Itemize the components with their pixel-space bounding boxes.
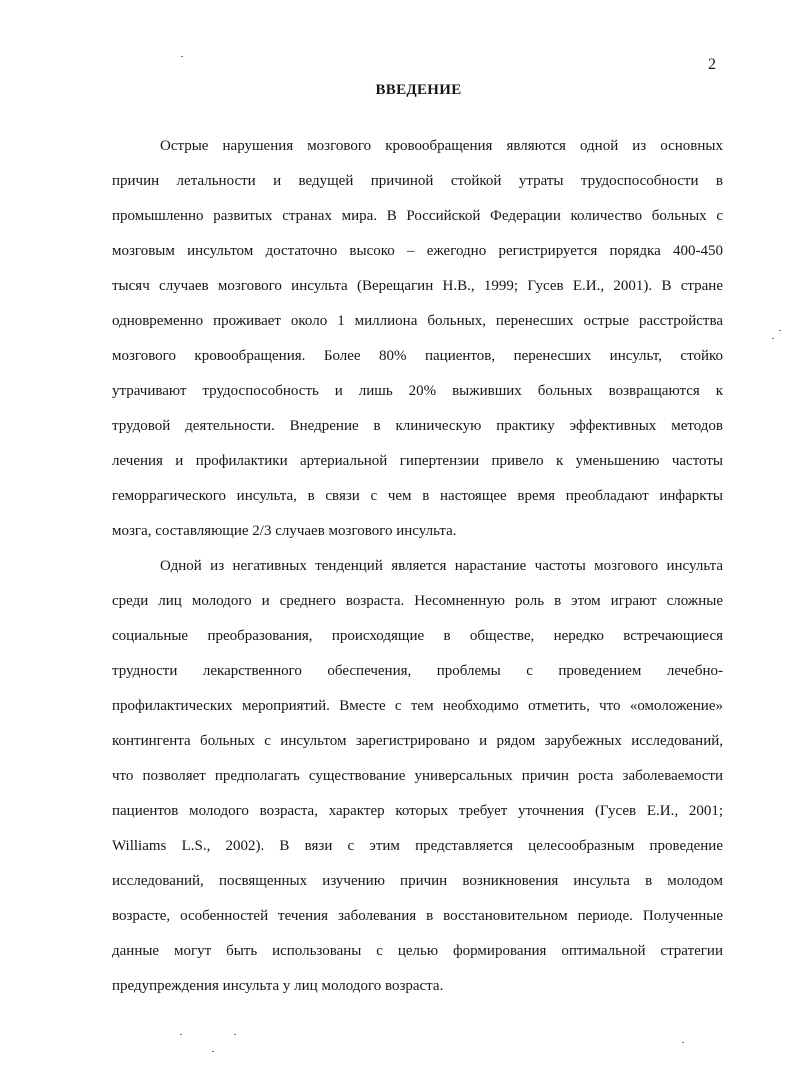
text-line: мозгового кровообращения. Более 80% пациентов, перенесших инсульт, стойко <box>112 348 723 364</box>
text-line: мозговым инсультом достаточно высоко – ежегодно регистрируется порядка 400-450 <box>112 243 723 259</box>
text-line: исследований, посвященных изучению причин возникновения инсульта в молодом <box>112 873 723 889</box>
scan-speck <box>772 338 774 339</box>
text-line: профилактических мероприятий. Вместе с тем необходимо отметить, что «омоложение» <box>112 698 723 714</box>
text-line: данные могут быть использованы с целью формирования оптимальной стратегии <box>112 943 723 959</box>
text-line: лечения и профилактики артериальной гипертензии привело к уменьшению частоты <box>112 453 723 469</box>
text-line: что позволяет предполагать существование универсальных причин роста заболеваемости <box>112 768 723 784</box>
text-line: среди лиц молодого и среднего возраста. Несомненную роль в этом играют сложные <box>112 593 723 609</box>
scan-speck <box>234 1034 236 1035</box>
page-title: ВВЕДЕНИЕ <box>375 82 462 98</box>
text-line: Острые нарушения мозгового кровообращения являются одной из основных <box>160 138 723 154</box>
text-line: Одной из негативных тенденций является нарастание частоты мозгового инсульта <box>160 558 723 574</box>
scan-speck <box>181 56 183 57</box>
text-line: тысяч случаев мозгового инсульта (Верещагин Н.В., 1999; Гусев Е.И., 2001). В стране <box>112 278 723 294</box>
text-line: трудовой деятельности. Внедрение в клиническую практику эффективных методов <box>112 418 723 434</box>
text-line: предупреждения инсульта у лиц молодого возраста. <box>112 978 444 994</box>
text-line: промышленно развитых странах мира. В Российской Федерации количество больных с <box>112 208 723 224</box>
scan-speck <box>682 1042 684 1043</box>
text-line: причин летальности и ведущей причиной стойкой утраты трудоспособности в <box>112 173 723 189</box>
text-line: возрасте, особенностей течения заболевания в восстановительном периоде. Полученные <box>112 908 723 924</box>
text-line: контингента больных с инсультом зарегистрировано и рядом зарубежных исследований, <box>112 733 723 749</box>
scan-speck <box>212 1051 214 1052</box>
page-number: 2 <box>708 56 716 73</box>
text-line: геморрагического инсульта, в связи с чем в настоящее время преобладают инфаркты <box>112 488 723 504</box>
text-line: одновременно проживает около 1 миллиона больных, перенесших острые расстройства <box>112 313 723 329</box>
text-line: трудности лекарственного обеспечения, проблемы с проведением лечебно- <box>112 663 723 679</box>
text-line: социальные преобразования, происходящие в обществе, нередко встречающиеся <box>112 628 723 644</box>
text-line: пациентов молодого возраста, характер которых требует уточнения (Гусев Е.И., 2001; <box>112 803 723 819</box>
text-line: утрачивают трудоспособность и лишь 20% выживших больных возвращаются к <box>112 383 723 399</box>
text-line: Williams L.S., 2002). В вязи с этим представляется целесообразным проведение <box>112 838 723 854</box>
text-line: мозга, составляющие 2/3 случаев мозгового инсульта. <box>112 523 457 539</box>
scan-speck <box>180 1034 182 1035</box>
scan-speck <box>779 330 781 331</box>
